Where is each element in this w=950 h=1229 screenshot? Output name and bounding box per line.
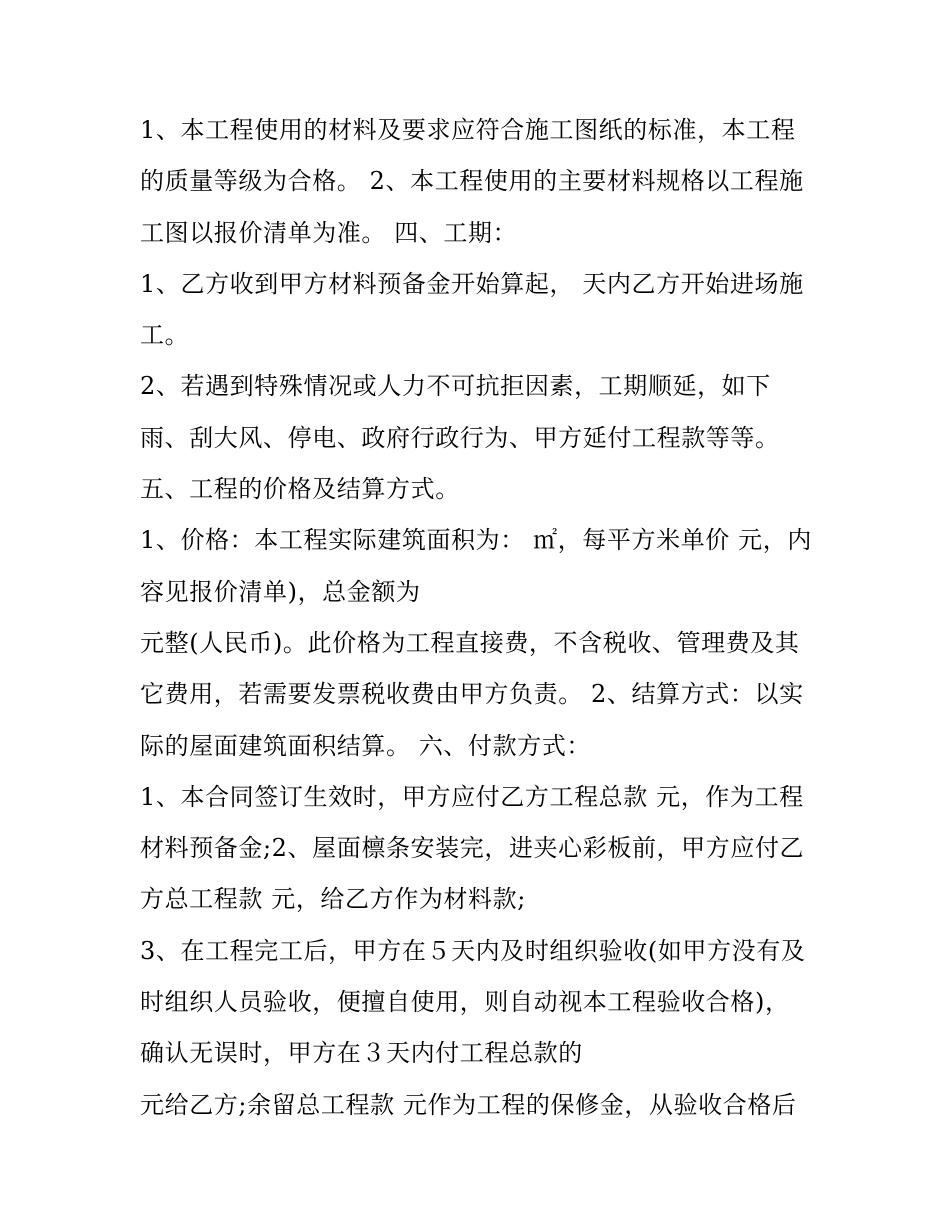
text-line: 元整(人民币)。此价格为工程直接费，不含税收、管理费及其 [140,628,800,657]
text-line: 时组织人员验收，便擅自使用，则自动视本工程验收合格)， [140,988,790,1017]
text-line: 1、本合同签订生效时，甲方应付乙方工程总款 元，作为工程 [140,782,804,811]
text-line: 方总工程款 元，给乙方作为材料款; [140,885,526,914]
text-line: 确认无误时，甲方在３天内付工程总款的 [140,1039,583,1068]
text-line: 2、若遇到特殊情况或人力不可抗拒因素，工期顺延，如下 [140,372,771,401]
contract-text [140,105,820,1131]
text-line: 它费用，若需要发票税收费由甲方负责。 2、结算方式：以实 [140,680,804,709]
text-line: 3、在工程完工后，甲方在５天内及时组织验收(如甲方没有及 [140,936,806,965]
text-line: 元给乙方;余留总工程款 元作为工程的保修金，从验收合格后 [140,1090,797,1119]
text-line: 工图以报价清单为准。 四、工期： [140,218,518,247]
text-line: 际的屋面建筑面积结算。 六、付款方式： [140,731,592,760]
text-line: 1、价格：本工程实际建筑面积为： ㎡，每平方米单价 元，内 [140,526,812,555]
section-heading: 五、工程的价格及结算方式。 [140,475,460,504]
text-line: 雨、刮大风、停电、政府行政行为、甲方延付工程款等等。 [140,423,780,452]
text-line: 容见报价清单)，总金额为 [140,577,421,606]
text-line: 的质量等级为合格。 2、本工程使用的主要材料规格以工程施 [140,167,804,196]
text-line: 1、本工程使用的材料及要求应符合施工图纸的标准，本工程 [140,116,796,144]
text-line: 材料预备金;2、屋面檩条安装完，进夹心彩板前，甲方应付乙 [140,834,805,863]
text-line: 1、乙方收到甲方材料预备金开始算起， 天内乙方开始进场施 [140,269,804,298]
text-line: 工。 [140,321,190,350]
